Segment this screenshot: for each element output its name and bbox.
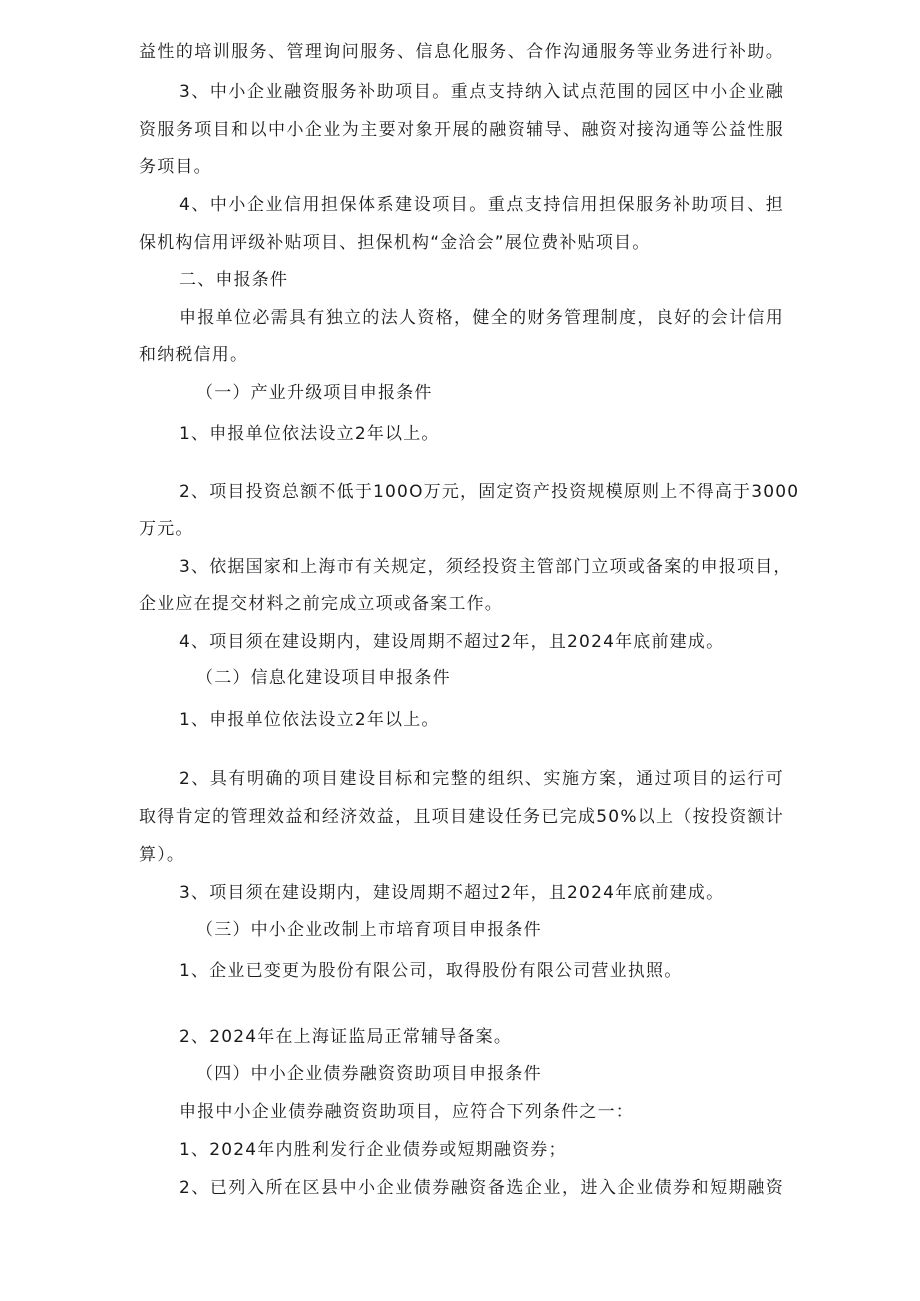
list-item: 1、2024年内胜利发行企业债券或短期融资券； bbox=[179, 1140, 567, 1160]
subsection-heading: （四）中小企业债券融资资助项目申报条件 bbox=[196, 1064, 542, 1084]
list-item: 4、项目须在建设期内，建设周期不超过2年，且2024年底前建成。 bbox=[179, 632, 725, 652]
paragraph-line: 益性的培训服务、管理询问服务、信息化服务、合作沟通服务等业务进行补助。 bbox=[139, 42, 784, 62]
list-item: 1、申报单位依法设立2年以上。 bbox=[179, 710, 440, 730]
paragraph-line: 算）。 bbox=[139, 845, 186, 865]
paragraph-line: 和纳税信用。 bbox=[139, 345, 249, 365]
paragraph-line: 3、中小企业融资服务补助项目。重点支持纳入试点范围的园区中小企业融 bbox=[179, 82, 784, 102]
paragraph-line: 保机构信用评级补贴项目、担保机构“金洽会”展位费补贴项目。 bbox=[139, 233, 651, 253]
list-item: 2、已列入所在区县中小企业债券融资备选企业，进入企业债券和短期融资 bbox=[179, 1178, 784, 1198]
paragraph-line: 取得肯定的管理效益和经济效益，且项目建设任务已完成50%以上（按投资额计 bbox=[139, 807, 784, 827]
list-item: 2、2024年在上海证监局正常辅导备案。 bbox=[179, 1027, 513, 1047]
paragraph-line: 申报中小企业债券融资资助项目，应符合下列条件之一： bbox=[179, 1102, 634, 1122]
list-item: 2、具有明确的项目建设目标和完整的组织、实施方案，通过项目的运行可 bbox=[179, 769, 784, 789]
subsection-heading: （三）中小企业改制上市培育项目申报条件 bbox=[196, 920, 542, 940]
paragraph-line: 4、中小企业信用担保体系建设项目。重点支持信用担保服务补助项目、担 bbox=[179, 195, 784, 215]
paragraph-line: 资服务项目和以中小企业为主要对象开展的融资辅导、融资对接沟通等公益性服 bbox=[139, 120, 784, 140]
paragraph-line: 申报单位必需具有独立的法人资格，健全的财务管理制度，良好的会计信用 bbox=[179, 308, 784, 328]
subsection-heading: （二）信息化建设项目申报条件 bbox=[196, 668, 451, 688]
list-item: 1、企业已变更为股份有限公司，取得股份有限公司营业执照。 bbox=[179, 961, 683, 981]
subsection-heading: （一）产业升级项目申报条件 bbox=[196, 383, 433, 403]
list-item: 2、项目投资总额不低于100O万元，固定资产投资规模原则上不得高于3000 bbox=[179, 482, 800, 502]
paragraph-line: 万元。 bbox=[139, 519, 194, 539]
list-item: 1、申报单位依法设立2年以上。 bbox=[179, 424, 440, 444]
list-item: 3、项目须在建设期内，建设周期不超过2年，且2024年底前建成。 bbox=[179, 883, 725, 903]
section-heading: 二、申报条件 bbox=[179, 270, 289, 290]
paragraph-line: 务项目。 bbox=[139, 157, 212, 177]
paragraph-line: 企业应在提交材料之前完成立项或备案工作。 bbox=[139, 594, 503, 614]
list-item: 3、依据国家和上海市有关规定，须经投资主管部门立项或备案的申报项目， bbox=[179, 557, 792, 577]
